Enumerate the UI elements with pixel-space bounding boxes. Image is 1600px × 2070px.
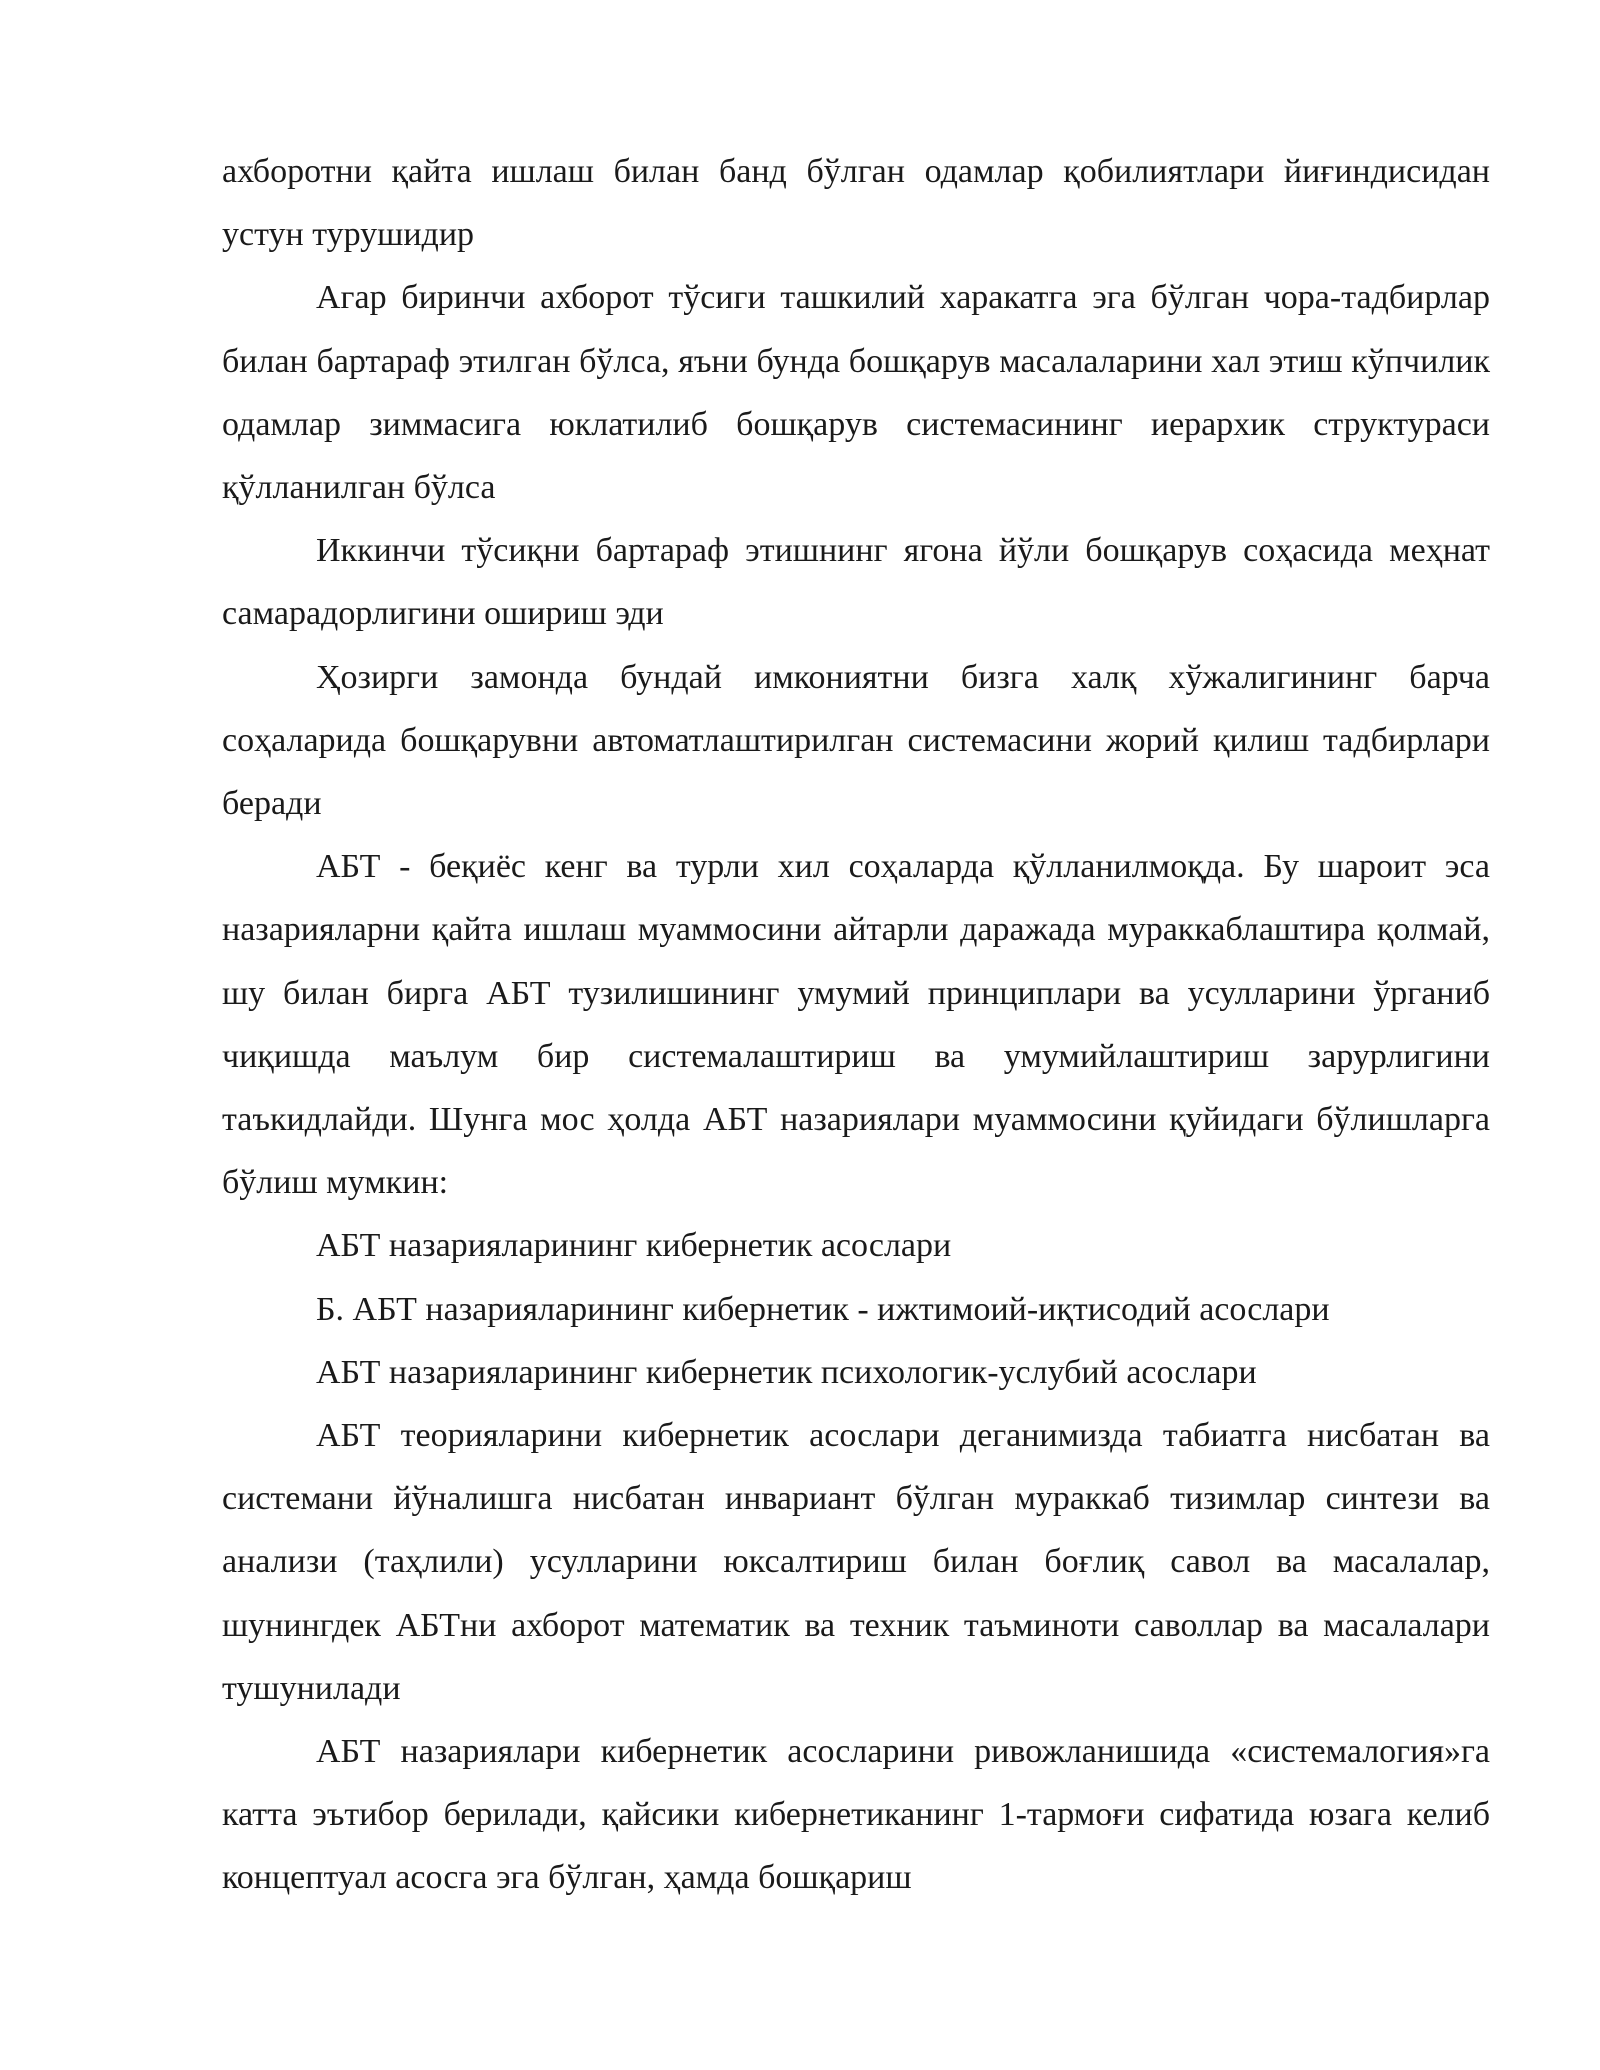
paragraph-continuation: ахборотни қайта ишлаш билан банд бўлган одамлар қобилиятлари йиғиндисидан устун турушидир: [222, 153, 1490, 254]
paragraph: Агар биринчи ахборот тўсиги ташкилий харакатга эга бўлган чора-тадбирлар билан бартараф этилган бўлса, яъни бунда бошқарув масалаларини хал этиш кўпчилик одамлар зиммасига юклатилиб бошқарув системасининг иерархик структураси қўлланилган бўлса: [222, 279, 1490, 507]
paragraph: Иккинчи тўсиқни бартараф этишнинг ягона йўли бошқарув соҳасида меҳнат самарадорлигини ошириш эди: [222, 532, 1490, 633]
paragraph: АБТ назариялари кибернетик асосларини ривожланишида «системалогия»га катта эътибор берилади, қайсики кибернетиканинг 1-тармоғи сифатида юзага келиб концептуал асосга эга бўлган, ҳамда бошқариш: [222, 1733, 1490, 1897]
list-item: Б. АБТ назарияларининг кибернетик - ижтимоий-иқтисодий асослари: [316, 1290, 1330, 1328]
paragraph: АБТ - беқиёс кенг ва турли хил соҳаларда қўлланилмоқда. Бу шароит эса назарияларни қайта ишлаш муаммосини айтарли даражада мураккаблаштира қолмай, шу билан бирга АБТ тузилишининг умумий принциплари ва усулларини ўрганиб чиқишда маълум бир системалаштириш ва умумийлаштириш зарурлигини таъкидлайди. Шунга мос ҳолда АБТ назариялари муаммосини қуйидаги бўлишларга бўлиш мумкин:: [222, 848, 1490, 1202]
paragraph: АБТ теорияларини кибернетик асослари деганимизда табиатга нисбатан ва системани йўналишга нисбатан инвариант бўлган мураккаб тизимлар синтези ва анализи (таҳлили) усулларини юксалтириш билан боғлиқ савол ва масалалар, шунингдек АБТни ахборот математик ва техник таъминоти саволлар ва масалалари тушунилади: [222, 1417, 1490, 1707]
list-item: АБТ назарияларининг кибернетик психологик-услубий асослари: [316, 1353, 1257, 1391]
document-body: [222, 140, 1490, 1910]
list-item: АБТ назарияларининг кибернетик асослари: [316, 1227, 952, 1265]
paragraph: Ҳозирги замонда бундай имкониятни бизга халқ хўжалигининг барча соҳаларида бошқарувни автоматлаштирилган системасини жорий қилиш тадбирлари беради: [222, 658, 1490, 823]
